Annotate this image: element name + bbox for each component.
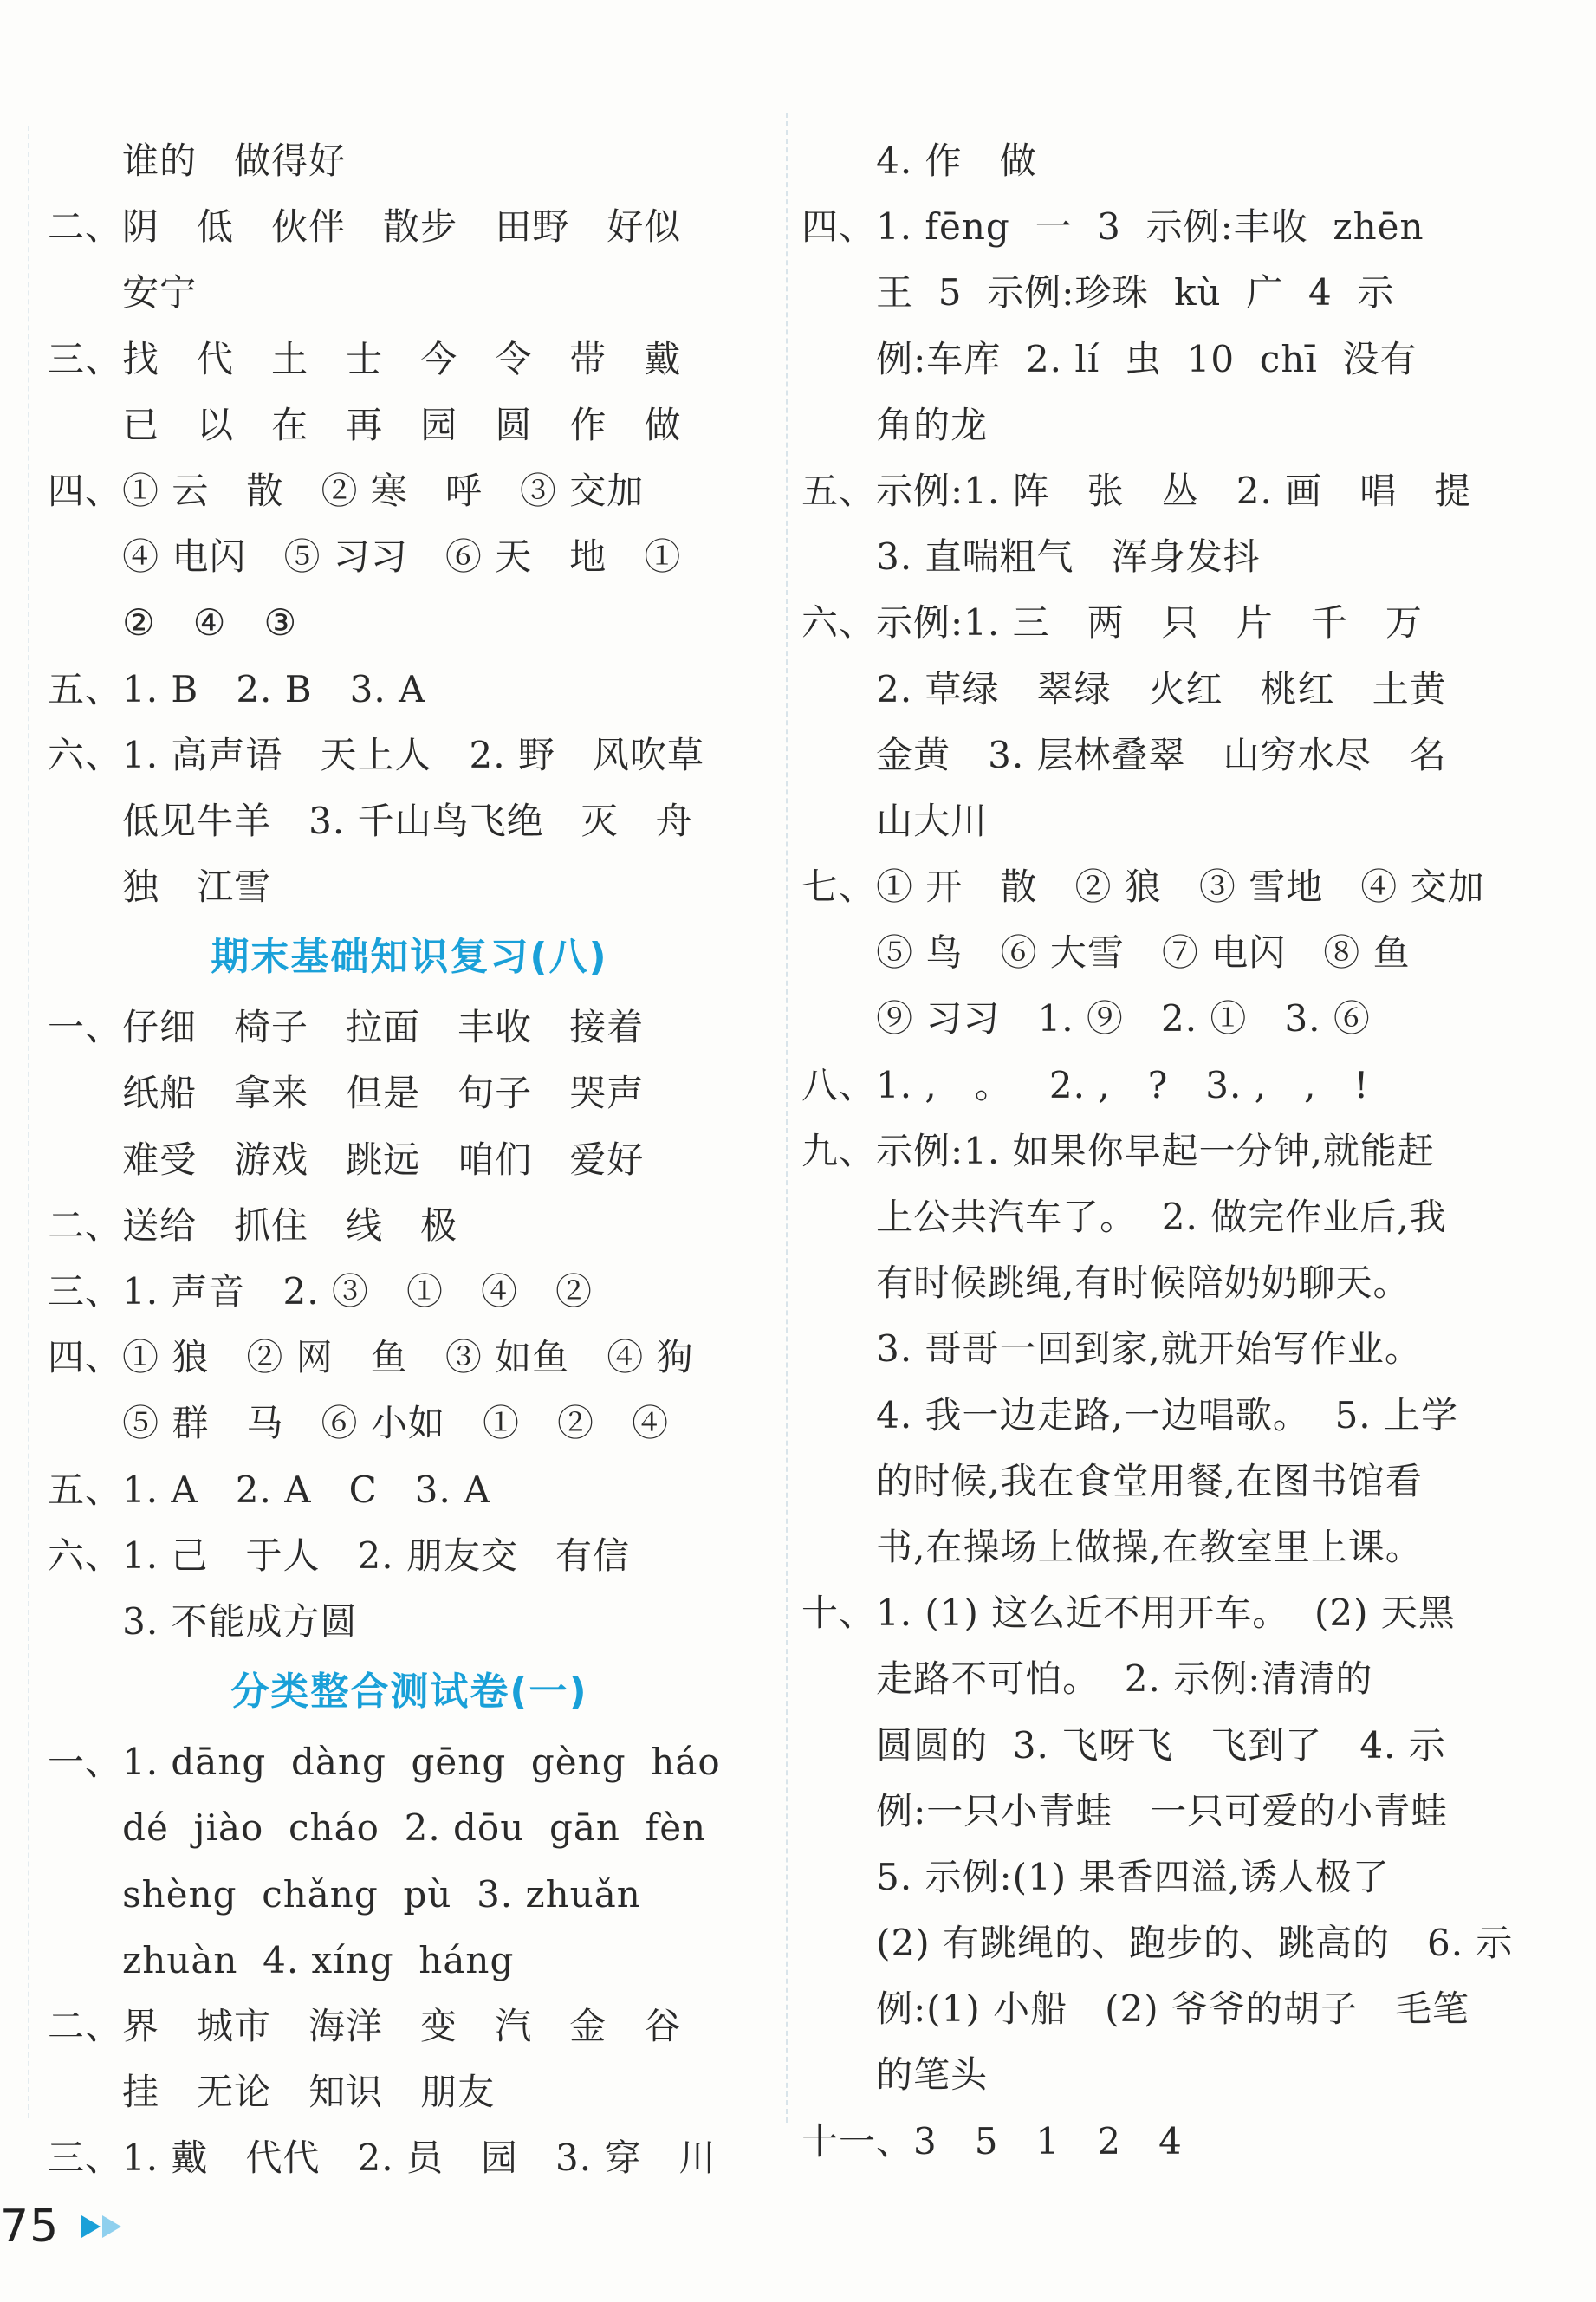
answer-line: 4. 我一边走路,一边唱歌。 5. 上学 — [801, 1393, 1459, 1436]
answer-line: 的时候,我在食堂用餐,在图书馆看 — [801, 1459, 1423, 1502]
answer-line: 二、界 城市 海洋 变 汽 金 谷 — [48, 2004, 682, 2047]
column-divider — [786, 113, 788, 2123]
answer-line: 2. 草绿 翠绿 火红 桃红 土黄 — [801, 667, 1447, 710]
answer-line: 书,在操场上做操,在教室里上课。 — [801, 1525, 1423, 1568]
answer-line: 三、找 代 土 士 今 令 带 戴 — [48, 337, 682, 380]
answer-line: 五、1. B 2. B 3. A — [48, 667, 426, 710]
answer-line: (2) 有跳绳的、跑步的、跳高的 6. 示 — [801, 1922, 1514, 1965]
answer-line: 4. 作 做 — [801, 139, 1037, 182]
answer-line: 低见牛羊 3. 千山鸟飞绝 灭 舟 — [48, 799, 693, 842]
answer-line: 七、① 开 散 ② 狼 ③ 雪地 ④ 交加 — [801, 866, 1485, 909]
right-answer-column — [801, 128, 1512, 2175]
answer-line: 五、示例:1. 阵 张 丛 2. 画 唱 提 — [801, 469, 1472, 512]
answer-line: 四、1. fēng 一 3 示例:丰收 zhēn — [801, 205, 1424, 249]
section-heading: 分类整合测试卷(一) — [230, 1670, 588, 1715]
answer-line: 上公共汽车了。 2. 做完作业后,我 — [801, 1196, 1447, 1238]
answer-line: 3. 哥哥一回到家,就开始写作业。 — [801, 1327, 1422, 1371]
answer-line: 四、① 云 散 ② 寒 呼 ③ 交加 — [48, 469, 645, 512]
answer-line: 有时候跳绳,有时候陪奶奶聊天。 — [801, 1261, 1411, 1305]
answer-line: dé jiào cháo 2. dōu gān fèn — [48, 1806, 707, 1850]
answer-line: 难受 游戏 跳远 咱们 爱好 — [48, 1138, 645, 1181]
answer-line: 走路不可怕。 2. 示例:清清的 — [801, 1657, 1373, 1701]
forward-arrows-icon — [81, 2215, 121, 2238]
answer-line: 金黄 3. 层林叠翠 山穷水尽 名 — [801, 733, 1447, 776]
answer-line: ⑨ 习习 1. ⑨ 2. ① 3. ⑥ — [801, 997, 1371, 1041]
answer-line: 一、1. dāng dàng gēng gèng háo — [48, 1741, 721, 1784]
answer-line: 例:车库 2. lí 虫 10 chī 没有 — [801, 337, 1418, 380]
answer-line: 六、1. 高声语 天上人 2. 野 风吹草 — [48, 733, 705, 776]
answer-line: ⑤ 群 马 ⑥ 小如 ① ② ④ — [48, 1402, 670, 1445]
answer-line: 六、1. 己 于人 2. 朋友交 有信 — [48, 1534, 631, 1577]
answer-line: 五、1. A 2. A C 3. A — [48, 1468, 491, 1511]
answer-line: 例:(1) 小船 (2) 爷爷的胡子 毛笔 — [801, 1988, 1470, 2031]
answer-line: 十一、3 5 1 2 4 — [801, 2119, 1183, 2163]
answer-line: 已 以 在 再 园 圆 作 做 — [48, 403, 682, 446]
answer-line: ⑤ 鸟 ⑥ 大雪 ⑦ 电闪 ⑧ 鱼 — [801, 931, 1411, 975]
answer-line: 5. 示例:(1) 果香四溢,诱人极了 — [801, 1855, 1390, 1898]
answer-line: 二、阴 低 伙伴 散步 田野 好似 — [48, 205, 682, 249]
answer-line: 三、1. 声音 2. ③ ① ④ ② — [48, 1270, 594, 1313]
answer-line: 谁的 做得好 — [48, 139, 347, 182]
answer-line: 例:一只小青蛙 一只可爱的小青蛙 — [801, 1789, 1449, 1832]
section-heading: 期末基础知识复习(八) — [211, 935, 608, 980]
answer-line: 3. 不能成方圆 — [48, 1599, 358, 1643]
answer-line: 六、示例:1. 三 两 只 片 千 万 — [801, 601, 1423, 645]
answer-line: 独 江雪 — [48, 866, 272, 909]
answer-line: 九、示例:1. 如果你早起一分钟,就能赶 — [801, 1129, 1435, 1172]
answer-line: zhuàn 4. xíng háng — [48, 1938, 515, 1981]
answer-line: 王 5 示例:珍珠 kù 广 4 示 — [801, 271, 1395, 314]
page-number: 75 — [0, 2201, 60, 2253]
answer-line: 一、仔细 椅子 拉面 丰收 接着 — [48, 1006, 645, 1049]
answer-line: 十、1. (1) 这么近不用开车。 (2) 天黑 — [801, 1592, 1456, 1635]
answer-line: 角的龙 — [801, 403, 989, 446]
left-margin-rule — [28, 126, 29, 2118]
answer-line: 山大川 — [801, 799, 989, 842]
answer-line: 八、1. , 。 2. , ? 3. , , ! — [801, 1063, 1370, 1106]
answer-line: 的笔头 — [801, 2053, 989, 2097]
answer-line: 圆圆的 3. 飞呀飞 飞到了 4. 示 — [801, 1723, 1446, 1767]
answer-line: ② ④ ③ — [48, 601, 298, 645]
answer-line: 二、送给 抓住 线 极 — [48, 1203, 458, 1247]
answer-line: 纸船 拿来 但是 句子 哭声 — [48, 1072, 645, 1115]
answer-line: 安宁 — [48, 271, 198, 314]
answer-line: 四、① 狼 ② 网 鱼 ③ 如鱼 ④ 狗 — [48, 1336, 694, 1379]
answer-line: ④ 电闪 ⑤ 习习 ⑥ 天 地 ① — [48, 535, 682, 579]
page-footer — [0, 2192, 121, 2261]
answer-line: 3. 直喘粗气 浑身发抖 — [801, 535, 1261, 579]
answer-line: 三、1. 戴 代代 2. 员 园 3. 穿 川 — [48, 2137, 717, 2180]
answer-line: 挂 无论 知识 朋友 — [48, 2071, 496, 2114]
left-answer-column — [48, 128, 771, 2191]
answer-line: shèng chǎng pù 3. zhuǎn — [48, 1872, 641, 1916]
